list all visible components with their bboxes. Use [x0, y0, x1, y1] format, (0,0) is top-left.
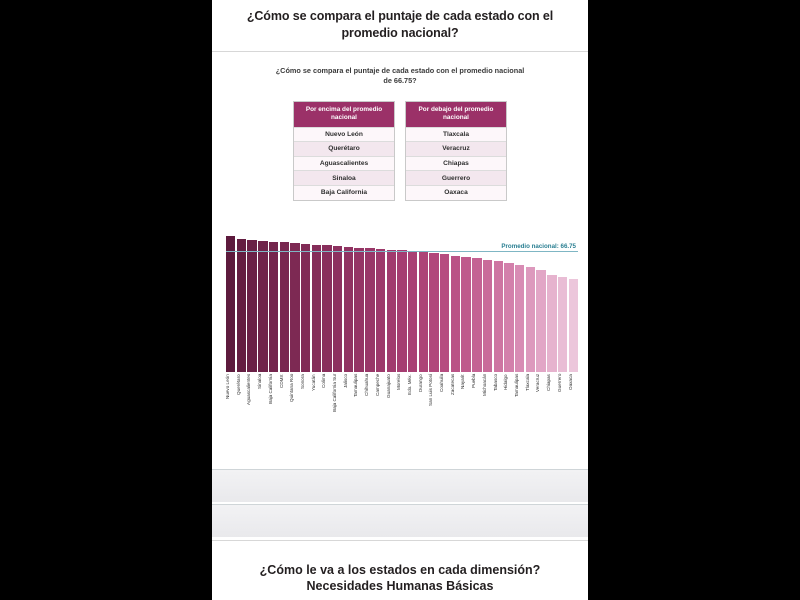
x-axis-label: Quintana Roo: [289, 373, 295, 402]
bar: [258, 241, 267, 372]
x-axis-label: Yucatán: [310, 373, 316, 391]
table-above-average: [293, 101, 395, 201]
bar: [419, 252, 428, 371]
bar: [290, 243, 299, 371]
table-below-average-header: Por debajo del promedio nacional: [406, 102, 506, 127]
x-axis-label: Sonora: [299, 373, 305, 389]
bar: [226, 236, 235, 372]
x-axis-label: Zacatecas: [449, 373, 455, 395]
x-axis-label: Nuevo León: [225, 373, 230, 399]
bar: [408, 251, 417, 371]
bar: [472, 258, 481, 371]
table-row: Tlaxcala: [406, 127, 506, 142]
bar: [387, 250, 396, 372]
x-axis-label: Baja California Sur: [332, 373, 338, 412]
bar: [376, 249, 385, 372]
table-row: Aguascalientes: [294, 156, 394, 171]
x-axis-label: Tabasco: [492, 373, 498, 391]
bar: [494, 261, 503, 372]
table-below-average: [405, 101, 507, 201]
x-axis-label: Veracruz: [535, 373, 541, 392]
bar: [526, 267, 535, 371]
bar: [515, 265, 524, 372]
x-axis-label: Puebla: [471, 373, 477, 388]
x-axis-label: Michoacán: [481, 373, 487, 396]
x-axis-label: Chiapas: [546, 373, 552, 391]
table-row: Querétaro: [294, 141, 394, 156]
x-axis-label: CDMX: [278, 373, 284, 388]
bar: [301, 244, 310, 372]
table-row: Veracruz: [406, 141, 506, 156]
bar: [429, 253, 438, 371]
bar: [247, 240, 256, 372]
x-axis-label: Chihuahua: [364, 373, 370, 396]
table-above-average-header: Por encima del promedio nacional: [294, 102, 394, 127]
x-axis-label: Guanajuato: [385, 373, 391, 398]
bar: [397, 250, 406, 371]
footer-divider: [212, 540, 588, 541]
x-axis-label: Oaxaca: [567, 373, 573, 390]
table-row: Chiapas: [406, 156, 506, 171]
decorative-rule-bottom: [212, 504, 588, 505]
bar: [365, 248, 374, 371]
x-axis-label: Baja California: [267, 373, 273, 404]
x-axis-label: Colima: [321, 373, 327, 388]
bar: [237, 239, 246, 372]
x-axis-label: Morelos: [396, 373, 402, 390]
decorative-band-top: [212, 470, 588, 502]
sub-question: ¿Cómo se compara el puntaje de cada estado con el promedio nacional de 66.75?: [275, 65, 525, 86]
bar: [344, 247, 353, 372]
bar: [333, 246, 342, 371]
footer-title: [212, 562, 588, 595]
x-axis-label: Querétaro: [235, 373, 241, 395]
x-axis-label: Tlaxcala: [524, 373, 530, 391]
bar: [504, 263, 513, 372]
x-axis-label: Nayarit: [460, 373, 466, 389]
bar: [536, 270, 545, 372]
x-axis-label: Jalisco: [342, 373, 348, 388]
x-axis-label: Durango: [417, 373, 423, 392]
chart-plot-area: [226, 227, 578, 372]
ranking-tables: [212, 101, 588, 201]
x-axis-labels: [226, 374, 578, 432]
average-line: [226, 251, 578, 252]
x-axis-label: San Luis Potosí: [428, 373, 434, 406]
bar: [569, 279, 578, 371]
x-axis-label: Tamaulipas: [353, 373, 359, 397]
x-axis-label: Sinaloa: [257, 373, 263, 389]
x-axis-label: Hidalgo: [503, 373, 509, 390]
footer-title-line1: ¿Cómo le va a los estados en cada dimensión?: [259, 562, 541, 577]
bar: [312, 245, 321, 372]
table-row: Baja California: [294, 185, 394, 200]
bar: [483, 260, 492, 372]
bar: [451, 256, 460, 372]
footer-title-line2: Necesidades Humanas Básicas: [306, 578, 494, 593]
bar: [280, 242, 289, 371]
decorative-band-bottom: [212, 505, 588, 537]
state-score-bar-chart: [212, 227, 588, 457]
table-row: Nuevo León: [294, 127, 394, 142]
bar: [322, 245, 331, 371]
x-axis-label: Campeche: [374, 373, 380, 396]
bar: [558, 277, 567, 371]
x-axis-label: Aguascalientes: [246, 373, 252, 405]
bar: [354, 248, 363, 372]
x-axis-label: Tamaulipas: [513, 373, 519, 397]
decorative-rule-top: [212, 469, 588, 470]
table-row: Oaxaca: [406, 185, 506, 200]
average-line-label: Promedio nacional: 66.75: [501, 242, 576, 250]
bar: [547, 275, 556, 371]
x-axis-label: Edo. Méx.: [406, 373, 412, 395]
bar: [440, 254, 449, 371]
x-axis-label: Coahuila: [439, 373, 445, 392]
content-sheet: [212, 0, 588, 600]
x-axis-label: Guerrero: [556, 373, 562, 392]
page-title: ¿Cómo se compara el puntaje de cada estado con el promedio nacional?: [246, 9, 554, 40]
bar: [269, 242, 278, 372]
table-row: Sinaloa: [294, 170, 394, 185]
table-row: Guerrero: [406, 170, 506, 185]
bar: [461, 257, 470, 372]
